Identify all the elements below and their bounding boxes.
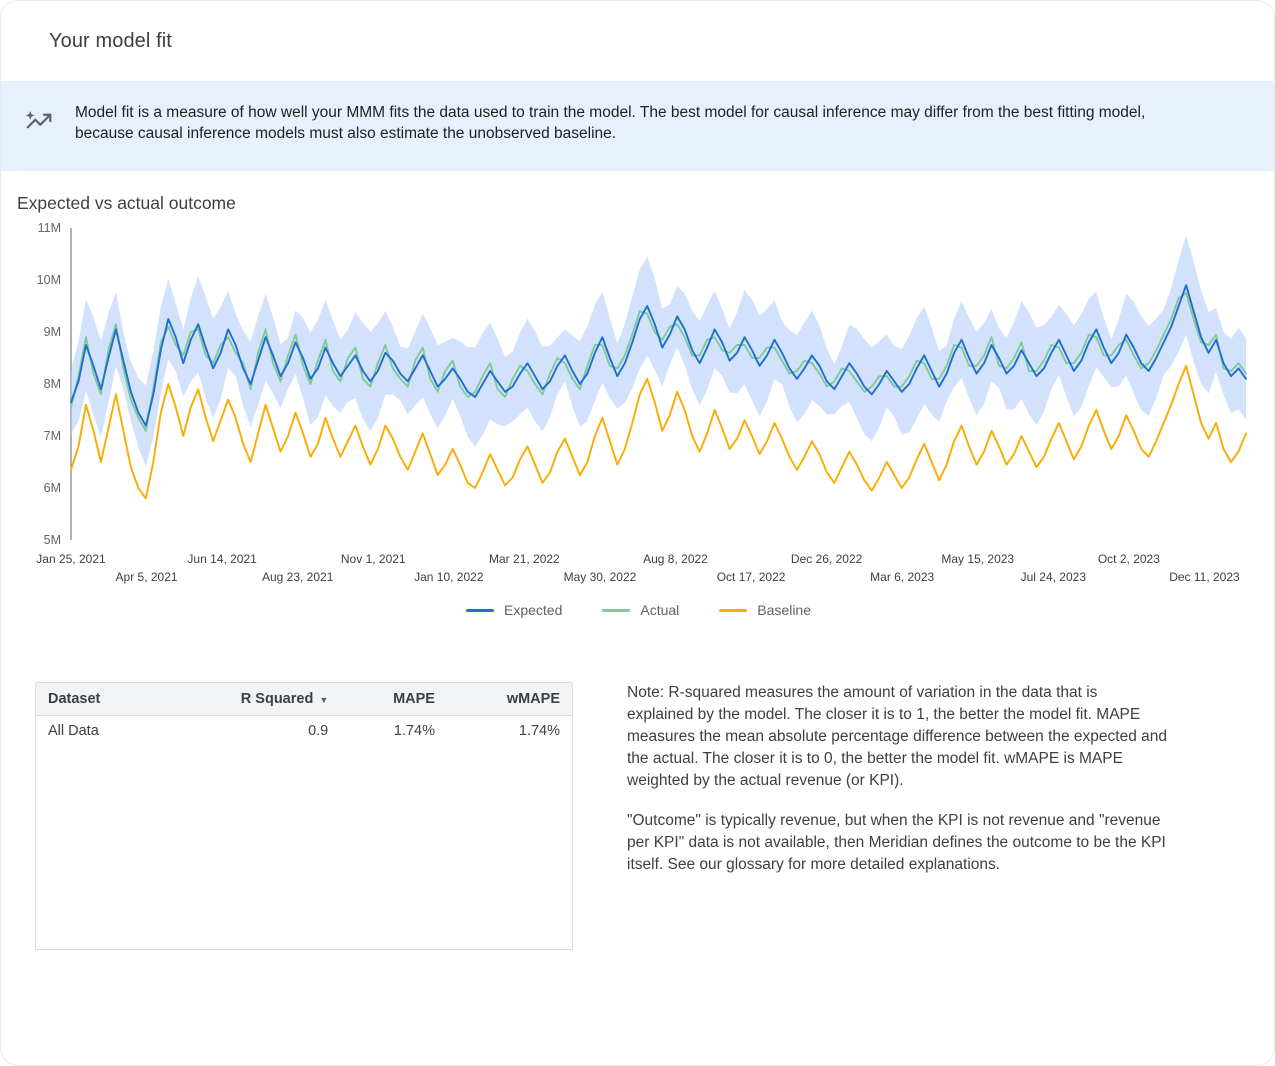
y-axis-tick-label: 11M <box>37 221 61 235</box>
x-axis-tick-label: Aug 8, 2022 <box>643 552 708 566</box>
card-header <box>1 1 1274 81</box>
note-paragraph-2: "Outcome" is typically revenue, but when the KPI is not revenue and "revenue per KPI" data is not available, then Meridian defines the outcome to be the KPI itself. See our glossary for more detailed explanations. <box>627 812 1166 873</box>
column-header-dataset[interactable]: Dataset <box>36 683 160 715</box>
note-paragraph-1: Note: R-squared measures the amount of variation in the data that is explained by the model. The closer it is to 1, the better the model fit. MAPE measures the mean absolute percentage difference between the expected and the actual. The closer it is to 0, the better the model fit. wMAPE is MAPE weighted by the actual revenue (or KPI). <box>627 684 1168 789</box>
x-axis-tick-label: Dec 11, 2023 <box>1169 570 1240 584</box>
legend-item-expected[interactable] <box>466 602 562 618</box>
y-axis-tick-label: 5M <box>43 533 61 547</box>
lower-section <box>1 640 1274 950</box>
confidence-band <box>71 235 1246 465</box>
y-axis-tick-label: 8M <box>43 377 61 391</box>
x-axis-tick-label: Jan 25, 2021 <box>36 552 106 566</box>
chart-section-title: Expected vs actual outcome <box>17 193 236 213</box>
x-axis-tick-label: May 15, 2023 <box>941 552 1015 566</box>
x-axis-tick-label: May 30, 2022 <box>563 570 637 584</box>
model-fit-table <box>35 682 573 950</box>
legend-swatch-baseline <box>719 609 747 612</box>
insights-spark-icon <box>23 105 55 137</box>
cell-r-squared: 0.9 <box>308 723 329 740</box>
expected-vs-actual-chart <box>1 220 1275 640</box>
cell-dataset: All Data <box>48 723 99 740</box>
x-axis-tick-label: Oct 17, 2022 <box>716 570 786 584</box>
legend-label-actual: Actual <box>640 602 680 618</box>
notes-panel <box>627 682 1167 950</box>
x-axis-tick-label: Apr 5, 2021 <box>115 570 178 584</box>
legend-item-actual[interactable] <box>602 602 679 618</box>
legend-label-baseline: Baseline <box>757 602 811 618</box>
page-title: Your model fit <box>49 29 172 52</box>
info-banner <box>1 81 1274 171</box>
y-axis-tick-label: 7M <box>43 429 61 443</box>
chart-canvas <box>1 220 1275 600</box>
y-axis-tick-label: 9M <box>43 325 61 339</box>
sort-descending-icon: ▼ <box>319 694 329 705</box>
column-header-r-squared-label: R Squared <box>240 690 314 707</box>
x-axis-tick-label: Jan 10, 2022 <box>414 570 484 584</box>
column-header-mape[interactable]: MAPE <box>340 683 447 715</box>
x-axis-tick-label: Aug 23, 2021 <box>261 570 334 584</box>
table-header-row <box>36 683 572 715</box>
x-axis-tick-label: Oct 2, 2023 <box>1097 552 1160 566</box>
legend-label-expected: Expected <box>504 602 563 618</box>
x-axis-tick-label: Nov 1, 2021 <box>340 552 406 566</box>
legend-swatch-actual <box>602 609 630 612</box>
legend-item-baseline[interactable] <box>719 602 811 618</box>
y-axis-tick-label: 6M <box>43 481 61 495</box>
x-axis-tick-label: Jul 24, 2023 <box>1020 570 1087 584</box>
table-row[interactable] <box>36 715 572 747</box>
cell-mape: 1.74% <box>393 723 435 740</box>
x-axis-tick-label: Mar 6, 2023 <box>870 570 935 584</box>
x-axis-tick-label: Jun 14, 2021 <box>187 552 257 566</box>
cell-wmape: 1.74% <box>518 723 560 740</box>
x-axis-tick-label: Dec 26, 2022 <box>790 552 863 566</box>
info-banner-text: Model fit is a measure of how well your MMM fits the data used to train the model. The best model for causal inference may differ from the best fitting model, because causal inference models must also estimate the unobserved baseline. <box>75 104 1146 142</box>
column-header-r-squared[interactable] <box>160 683 341 715</box>
column-header-wmape[interactable]: wMAPE <box>447 683 572 715</box>
y-axis-tick-label: 10M <box>36 273 61 287</box>
legend-swatch-expected <box>466 609 494 612</box>
chart-legend <box>1 602 1275 618</box>
x-axis-tick-label: Mar 21, 2022 <box>489 552 560 566</box>
